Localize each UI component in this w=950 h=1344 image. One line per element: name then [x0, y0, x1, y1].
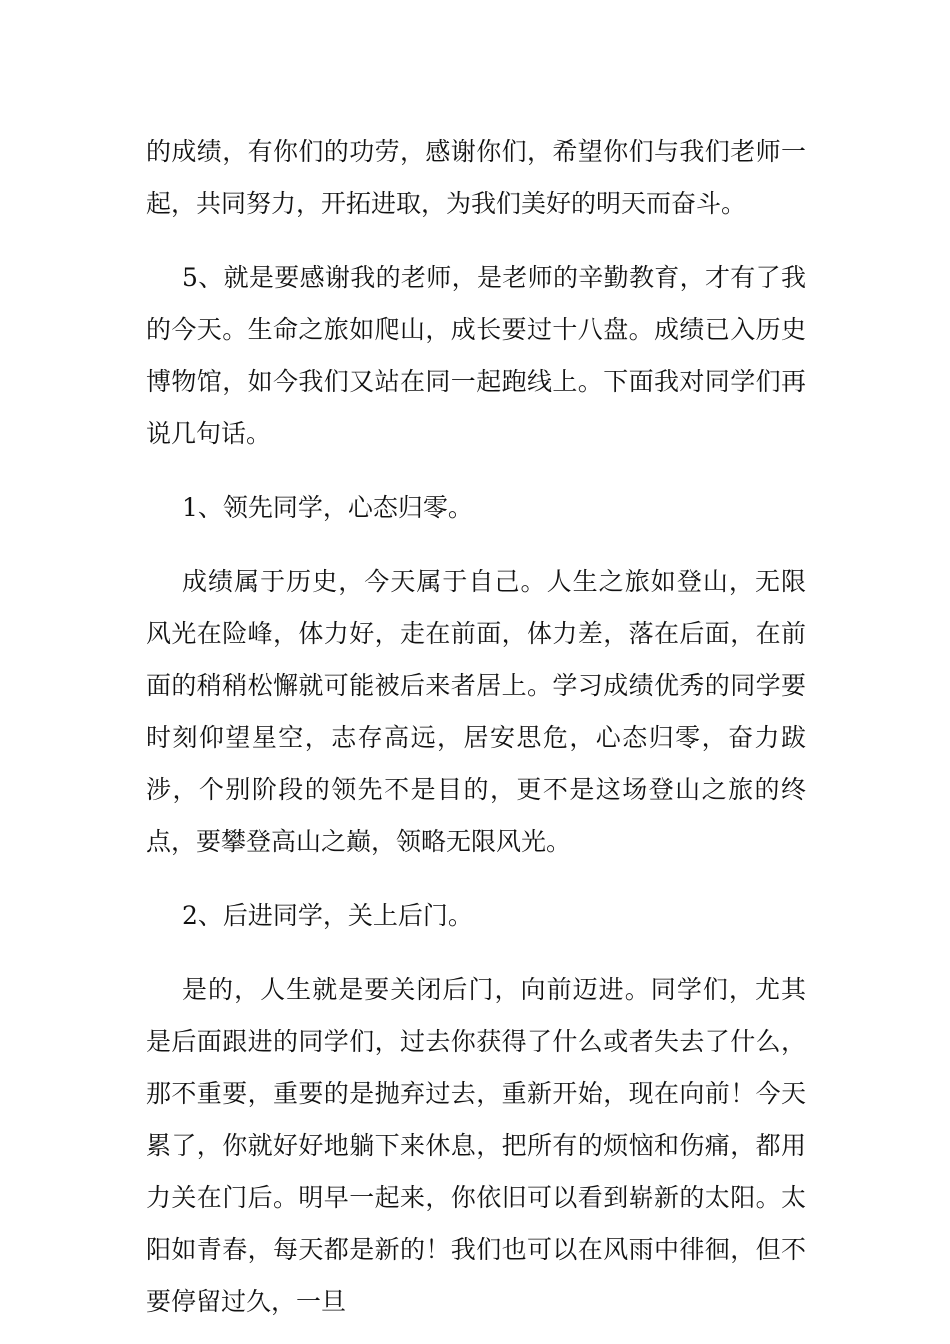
heading-lagging-students: 2、后进同学，关上后门。 [182, 901, 473, 930]
document-body [146, 126, 806, 1328]
paragraph-continuation: 的成绩，有你们的功劳，感谢你们，希望你们与我们老师一起，共同努力，开拓进取，为我们美好的明天而奋斗。 [146, 137, 806, 218]
paragraph-lagging-students: 是的，人生就是要关闭后门，向前迈进。同学们，尤其是后面跟进的同学们，过去你获得了什么或者失去了什么，那不重要，重要的是抛弃过去，重新开始，现在向前！今天累了，你就好好地躺下来休息，把所有的烦恼和伤痛，都用力关在门后。明早一起来，你依旧可以看到崭新的太阳。太阳如青春，每天都是新的！我们也可以在风雨中徘徊，但不要停留过久，一旦 [146, 975, 806, 1316]
paragraph-thank-teachers: 5、就是要感谢我的老师，是老师的辛勤教育，才有了我的今天。生命之旅如爬山，成长要过十八盘。成绩已入历史博物馆，如今我们又站在同一起跑线上。下面我对同学们再说几句话。 [146, 263, 806, 448]
paragraph-leading-students: 成绩属于历史，今天属于自己。人生之旅如登山，无限风光在险峰，体力好，走在前面，体力差，落在后面，在前面的稍稍松懈就可能被后来者居上。学习成绩优秀的同学要时刻仰望星空，志存高远，居安思危，心态归零，奋力跋涉，个别阶段的领先不是目的，更不是这场登山之旅的终点，要攀登高山之巅，领略无限风光。 [146, 567, 806, 856]
heading-leading-students: 1、领先同学，心态归零。 [182, 493, 473, 522]
